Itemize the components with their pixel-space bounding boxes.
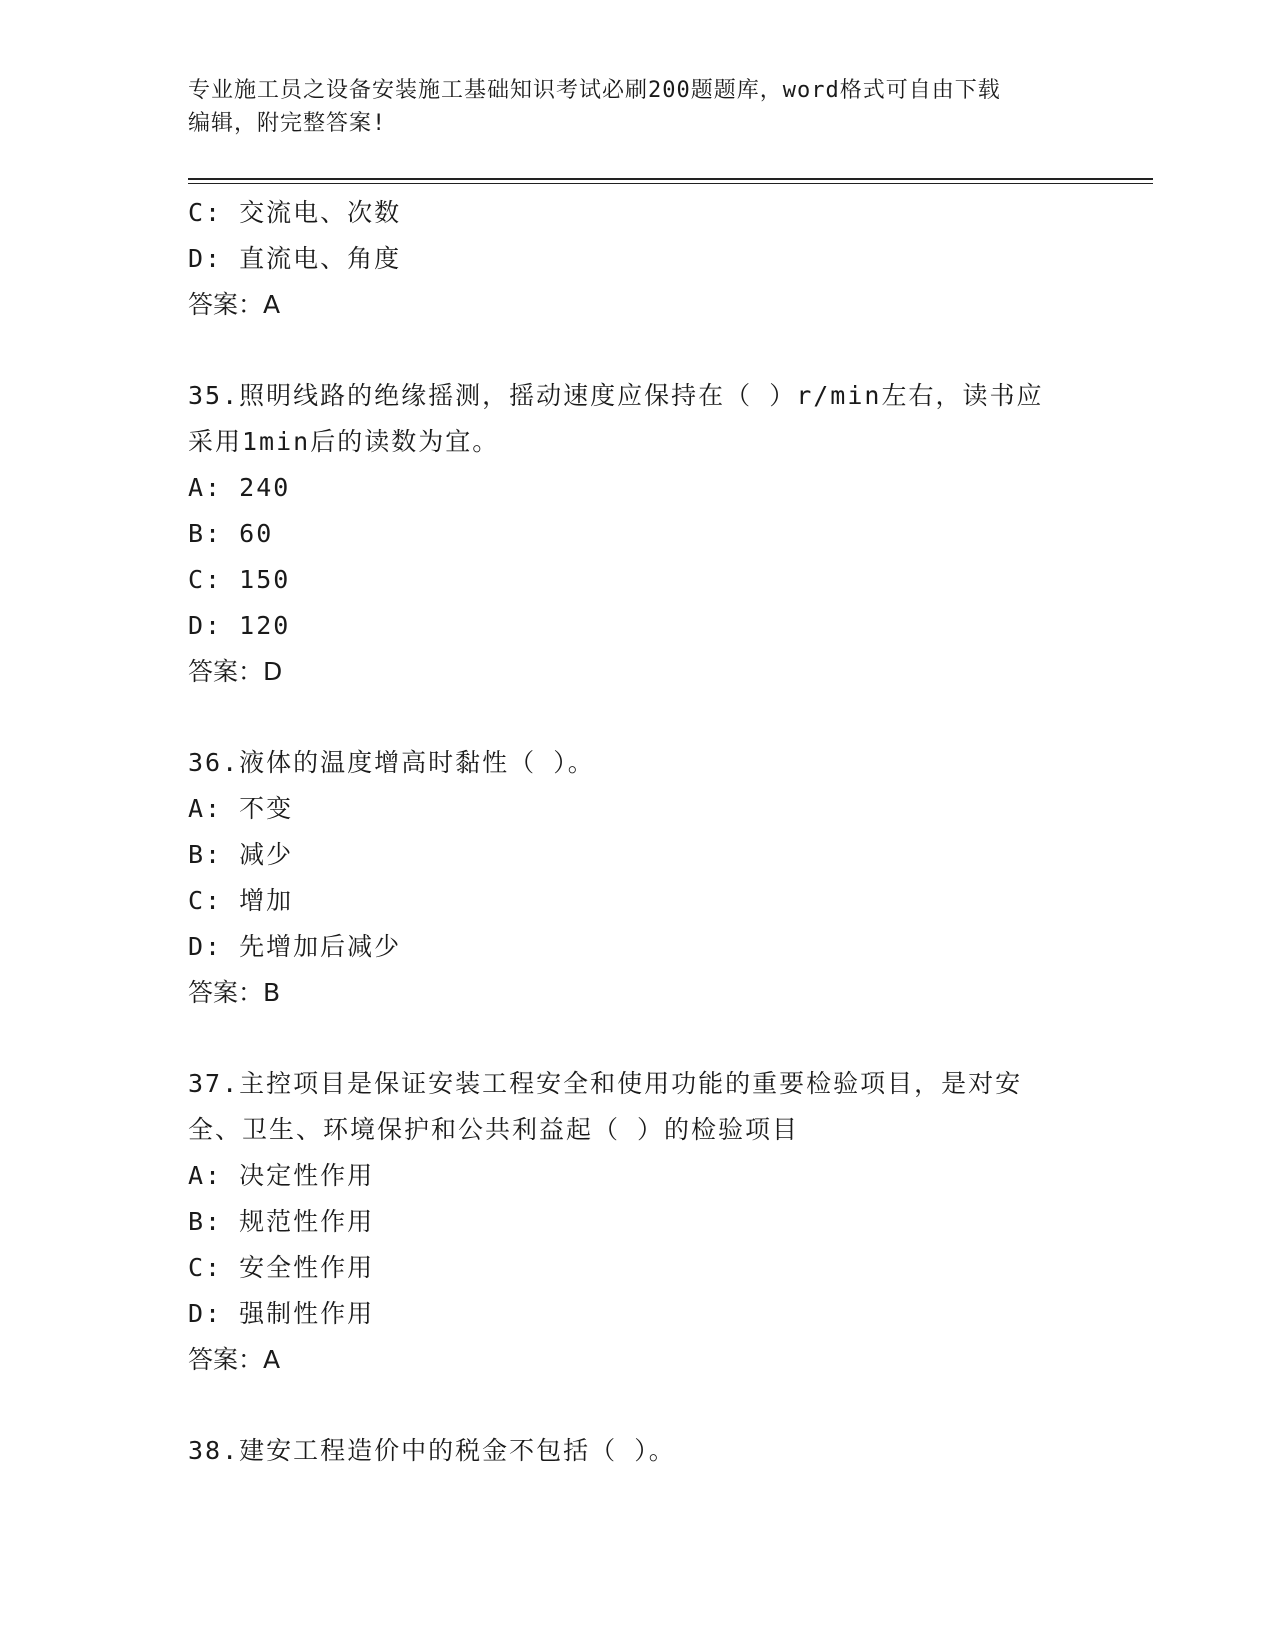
header-rule-thin	[188, 183, 1153, 184]
spacer	[188, 328, 1088, 373]
question-stem: 38.建安工程造价中的税金不包括（ ）。	[188, 1436, 676, 1465]
question-stem: 35.照明线路的绝缘摇测，摇动速度应保持在（ ）r/min左右，读书应	[188, 381, 1044, 410]
question-stem: 全、卫生、环境保护和公共利益起（ ）的检验项目	[188, 1115, 800, 1144]
question-37	[188, 1061, 1088, 1383]
option-b: B: 60	[188, 519, 274, 548]
option-b: B: 减少	[188, 840, 294, 869]
spacer	[188, 1016, 1088, 1061]
spacer	[188, 695, 1088, 740]
answer-line: 答案：B	[188, 978, 281, 1007]
option-c: C: 150	[188, 565, 291, 594]
option-d: D: 直流电、角度	[188, 244, 402, 273]
option-c: C: 交流电、次数	[188, 198, 402, 227]
option-d: D: 先增加后减少	[188, 932, 402, 961]
option-c: C: 安全性作用	[188, 1253, 375, 1282]
option-a: A: 不变	[188, 794, 294, 823]
question-35	[188, 373, 1088, 695]
spacer	[188, 1383, 1088, 1428]
question-stem: 36.液体的温度增高时黏性（ ）。	[188, 748, 595, 777]
header-rule-thick	[188, 178, 1153, 180]
question-stem: 37.主控项目是保证安装工程安全和使用功能的重要检验项目，是对安	[188, 1069, 1023, 1098]
option-a: A: 240	[188, 473, 291, 502]
document-body	[188, 190, 1088, 1474]
answer-line: 答案：A	[188, 290, 281, 319]
question-stem: 采用1min后的读数为宜。	[188, 427, 500, 456]
option-d: D: 120	[188, 611, 291, 640]
option-a: A: 决定性作用	[188, 1161, 375, 1190]
header-line-1: 专业施工员之设备安装施工基础知识考试必刷200题题库，word格式可自由下载	[188, 78, 1001, 103]
answer-line: 答案：D	[188, 657, 283, 686]
question-36	[188, 740, 1088, 1016]
question-38	[188, 1428, 1088, 1474]
answer-line: 答案：A	[188, 1345, 281, 1374]
document-header	[188, 74, 1088, 140]
option-c: C: 增加	[188, 886, 294, 915]
header-line-2: 编辑，附完整答案!	[188, 111, 387, 136]
option-d: D: 强制性作用	[188, 1299, 375, 1328]
option-b: B: 规范性作用	[188, 1207, 375, 1236]
